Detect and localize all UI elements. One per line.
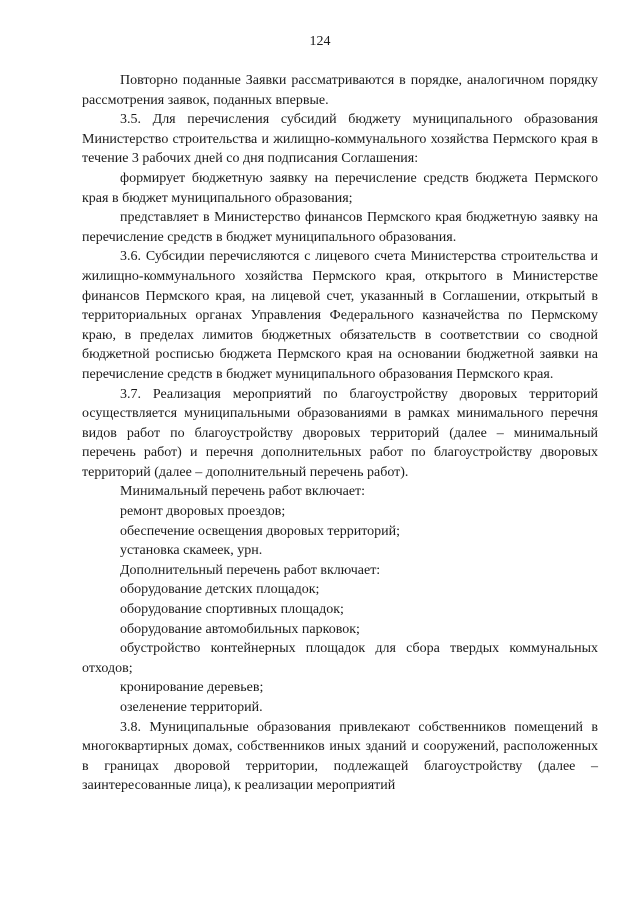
list-item-playgrounds: оборудование детских площадок; [120, 582, 320, 598]
list-item-container-sites: обустройство контейнерных площадок для сбора твердых коммунальных отходов; [82, 641, 598, 676]
list-item-road-repair: ремонт дворовых проездов; [120, 504, 286, 520]
paragraph-3-5: 3.5. Для перечисления субсидий бюджету муниципального образования Министерство строительства и жилищно-коммунального хозяйства Пермского края в течение 3 рабочих дней со дня подписания Соглашения: [82, 112, 598, 167]
list-item-lighting: обеспечение освещения дворовых территорий; [120, 523, 401, 539]
list-item-sports-grounds: оборудование спортивных площадок; [120, 602, 344, 618]
page-number: 124 [309, 34, 331, 49]
list-item-landscaping: озеленение территорий. [120, 700, 263, 715]
paragraph-submits-request: представляет в Министерство финансов Пермского края бюджетную заявку на перечисление средств в бюджет муниципального образования. [82, 210, 598, 245]
paragraph-repeat-applications: Повторно поданные Заявки рассматриваются в порядке, аналогичном порядку рассмотрения заявок, поданных впервые. [82, 73, 598, 108]
paragraph-3-8: 3.8. Муниципальные образования привлекают собственников помещений в многоквартирных домах, собственников иных зданий и сооружений, расположенных в границах дворовой территории, подлежащей благоустройству (далее – заинтересованные лица), к реализации мероприятий [82, 719, 598, 794]
document-body [82, 71, 598, 796]
list-item-tree-pruning: кронирование деревьев; [120, 680, 264, 696]
list-item-benches: установка скамеек, урн. [120, 543, 263, 559]
list-item-parking: оборудование автомобильных парковок; [120, 621, 360, 637]
paragraph-minimal-list-heading: Минимальный перечень работ включает: [120, 484, 366, 500]
paragraph-forms-budget-request: формирует бюджетную заявку на перечисление средств бюджета Пермского края в бюджет муниципального образования; [82, 170, 598, 206]
paragraph-additional-list-heading: Дополнительный перечень работ включает: [120, 562, 381, 578]
paragraph-3-6: 3.6. Субсидии перечисляются с лицевого счета Министерства строительства и жилищно-коммунального хозяйства Пермского края, открытого в Министерстве финансов Пермского края, на лицевой счет, указанный в Соглашении, открытый в территориальных органах Управления Федерального казначейства по Пермскому краю, в пределах лимитов бюджетных обязательств в соответствии со сводной бюджетной росписью бюджета Пермского края на основании бюджетной заявки на перечисление средств в бюджет муниципального образования Пермского края. [82, 249, 598, 382]
paragraph-3-7: 3.7. Реализация мероприятий по благоустройству дворовых территорий осуществляется муниципальными образованиями в рамках минимального перечня видов работ по благоустройству дворовых территорий (далее – минимальный перечень работ) и перечня дополнительных работ по благоустройству дворовых территорий (далее – дополнительный перечень работ). [82, 386, 598, 480]
